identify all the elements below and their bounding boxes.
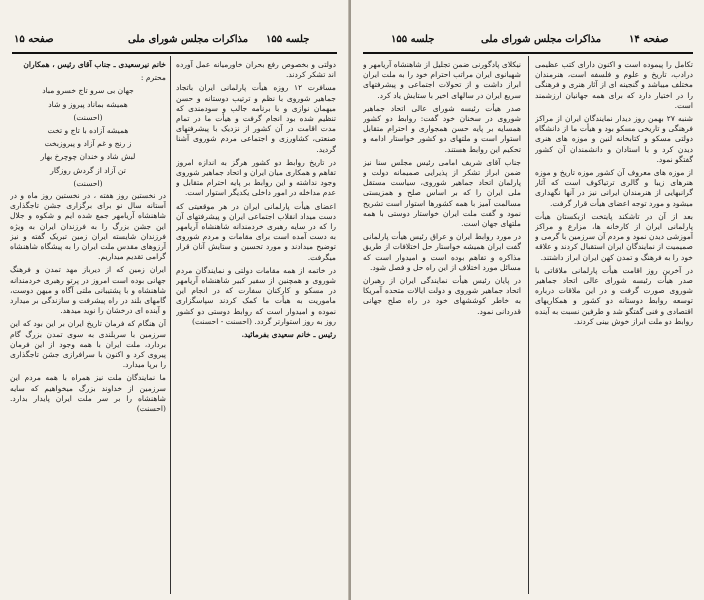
left-page-number: صفحه ۱۵ [14,34,54,45]
paragraph: نیکلای پادگورنی ضمن تجلیل از شاهنشاه آریامهر و شهبانوی ایران مراتب احترام خود را به ملت ایران ابراز داشت و از تحولات اجتماعی و پیشرفتهای سریع ایران در سالهای اخیر با ستایش یاد کرد. [363,60,521,100]
right-header-rule [363,52,693,54]
left-page-header [0,34,349,52]
speaker-line: رئیس ـ خانم سعیدی بفرمائید. [241,330,336,340]
verse: لبش شاد و خندان چوچرخ بهار [40,152,136,162]
left-page [0,0,350,600]
paragraph: در تاریخ روابط دو کشور هرگز به اندازه امروز تفاهم و همکاری میان ایران و اتحاد جماهیر شوروی وجود نداشته و این روابط بر پایه احترام متقابل و عدم مداخله در امور داخلی یکدیگر استوار است. [176,157,336,198]
column-divider [170,56,171,594]
left-header-rule [12,52,337,54]
left-session-number: جلسه ۱۵۵ [266,34,310,45]
paragraph: آن هنگام که فرمان تاریخ ایران بر این بود که این سرزمین با سربلندی به سوی تمدن بزرگ گام بردارد، ملت ایران با همه وجود از این فرمان پیروی کرد و اکنون با سرافرازی جشن تاجگذاری را برپا میدارد. [10,319,166,370]
right-page-number: صفحه ۱۴ [629,34,669,45]
paragraph: اعضای هیأت پارلمانی ایران در هر موقعیتی که دست میداد انقلاب اجتماعی ایران و پیشرفتهای آن را که در سایه رهبری خردمندانه شاهنشاه آریامهر به دست آمده است برای مقامات و مردم شوروی توضیح میدادند و مورد تحسین و ستایش آنان قرار میگرفت. [176,201,336,262]
verse: ز رنج و غم آزاد و پیروزبخت [44,139,132,149]
verse: جهان بی سرو تاج خسرو مباد [42,86,134,96]
paragraph: ایران زمین که از دیرباز مهد تمدن و فرهنگ جهانی بوده است امروز در پرتو رهبری خردمندانه شاهنشاه و با پشتیبانی ملتی آگاه و میهن دوست، گامهای بلند در راه پیشرفت و سازندگی بر میدارد و آینده ای درخشان را نوید میدهد. [10,265,166,316]
column-divider [528,56,529,594]
right-page-header [351,34,704,52]
right-session-number: جلسه ۱۵۵ [391,34,435,45]
applause-note: (احسنت) [73,178,103,188]
right-page [351,0,704,600]
paragraph: دولتی و بخصوص رفع بحران خاورمیانه عمل آورده اند تشکر کردند. [176,60,336,80]
paragraph: شنبه ۲۷ بهمن روز دیدار نمایندگان ایران از مراکز فرهنگی و تاریخی مسکو بود و هیأت ما از دانشگاه دولتی مسکو و کتابخانه لنین و موزه های هنری دیدن کرد و با استادان و دانشمندان آن کشور گفتگو نمود. [535,114,693,164]
left-page-col-2 [176,60,336,594]
applause-note: (احسنت) [73,112,103,122]
paragraph: مسافرت ۱۲ روزه هیأت پارلمانی ایران باتجاد جماهیر شوروی با نظم و ترتیب دوستانه و حسن میهمان نوازی و با برنامه جالب و سودمندی که تنظیم شده بود انجام گرفت و هیأت ما در تمام مدت اقامت در آن کشور از نزدیک با پیشرفتهای صنعتی، کشاورزی و اجتماعی مردم شوروی آشنا گردید. [176,83,336,154]
paragraph: بعد از آن در تاشکند پایتخت ازبکستان هیأت پارلمانی ایران از کارخانه ها، مزارع و مراکز آموزشی دیدن نمود و مردم آن سرزمین با گرمی و صمیمیت از نمایندگان ایران استقبال کردند و علاقه خود را به فرهنگ و تمدن کهن ایران ابراز داشتند. [535,211,693,262]
paragraph: در آخرین روز اقامت هیأت پارلمانی ملاقاتی با صدر هیأت رئیسه شورای عالی اتحاد جماهیر شوروی صورت گرفت و در این ملاقات درباره توسعه روابط دوستانه دو کشور و همکاریهای اقتصادی و فنی گفتگو شد و طرفین نسبت به آینده روابط دو ملت ابراز خوش بینی کردند. [535,265,693,326]
paragraph: جناب آقای شریف امامی رئیس مجلس سنا نیز ضمن ابراز تشکر از پذیرایی صمیمانه دولت و پارلمان اتحاد جماهیر شوروی، سیاست مستقل ملی ایران را که بر اساس صلح و همزیستی مسالمت آمیز با همه کشورها استوار است تشریح نمود و گفت ملت ایران خواستار دوستی با همه ملتهای جهان است. [363,157,521,229]
paragraph: از موزه های معروف آن کشور موزه تاریخ و موزه هنرهای زیبا و گالری ترتیاکوف است که آثار گرانبهایی از هنرمندان ایرانی نیز در آنها نگهداری میشود و مورد توجه اعضای هیأت قرار گرفت. [535,168,693,208]
right-page-col-1 [535,60,693,594]
paragraph: صدر هیأت رئیسه شورای عالی اتحاد جماهیر شوروی در سخنان خود گفت: روابط دو کشور همسایه بر پایه حسن همجواری و احترام متقابل استوار است و ملتهای دو کشور خواستار ادامه و تحکیم این روابط هستند. [363,103,521,154]
left-page-title: مذاکرات مجلس شورای ملی [128,34,249,45]
verse: تن آزاد از گردش روزگار [50,165,126,175]
verse: همیشه بماناد پیروز و شاد [48,99,128,109]
paragraph: در مورد روابط ایران و عراق رئیس هیأت پارلمانی گفت ایران همیشه خواستار حل اختلافات از طریق مذاکره و تفاهم بوده است و امیدوار است که مسائل مورد اختلاف از این راه حل و فصل شود. [363,232,521,272]
right-page-col-2 [363,60,521,594]
greeting: محترم : [140,73,166,83]
paragraph: در پایان رئیس هیأت نمایندگی ایران از رهبران اتحاد جماهیر شوروی و دولت ایالات متحده آمریکا به خاطر کوششهای خود در راه صلح جهانی قدردانی نمود. [363,276,521,316]
paragraph: تکامل را پیموده است و اکنون دارای کتب عظیمی درادب، تاریخ و علوم و فلسفه است، هنرمندان مختلف میباشد و گنجینه ای از آثار هنری و فرهنگی را در اختیار دارد که برای همه جهانیان ارزشمند است. [535,60,693,110]
right-page-title: مذاکرات مجلس شورای ملی [481,34,602,45]
speaker-line: خانم نیرسعیدی ـ جناب آقای رئیس ، همکاران [23,60,166,69]
left-page-col-1 [10,60,166,594]
paragraph: در خاتمه از همه مقامات دولتی و نمایندگان مردم شوروی و همچنین از سفیر کبیر شاهنشاه آریامهر در مسکو و کارکنان سفارت که در انجام این ماموریت به هیأت ما کمک کردند سپاسگزاری نموده و امیدوار است که روابط دوستی دو کشور روز به روز استوارتر گردد. (احسنت - احسنت) [176,265,336,326]
verse: همیشه آزاده با تاج و تخت [47,126,129,136]
paragraph: ما نمایندگان ملت نیز همراه با همه مردم این سرزمین از خداوند بزرگ میخواهیم که سایه شاهنشاه را بر سر ملت ایران پایدار بدارد. (احسنت) [10,373,166,414]
paragraph: در نخستین روز هفته ، در نخستین روز ماه و در آستانه سال نو برای برگزاری جشن تاجگذاری شاهنشاه آریامهر جمع شده ایم و شکوه و جلال این جشن بزرگ را به فرزندان ایران به ویژه فرزندان شایسته ایران زمین تبریک گفته و نیز آرزوهای مقدس ملت ایران را به پیشگاه شاهنشاه گرامی تقدیم میداریم. [10,191,166,262]
